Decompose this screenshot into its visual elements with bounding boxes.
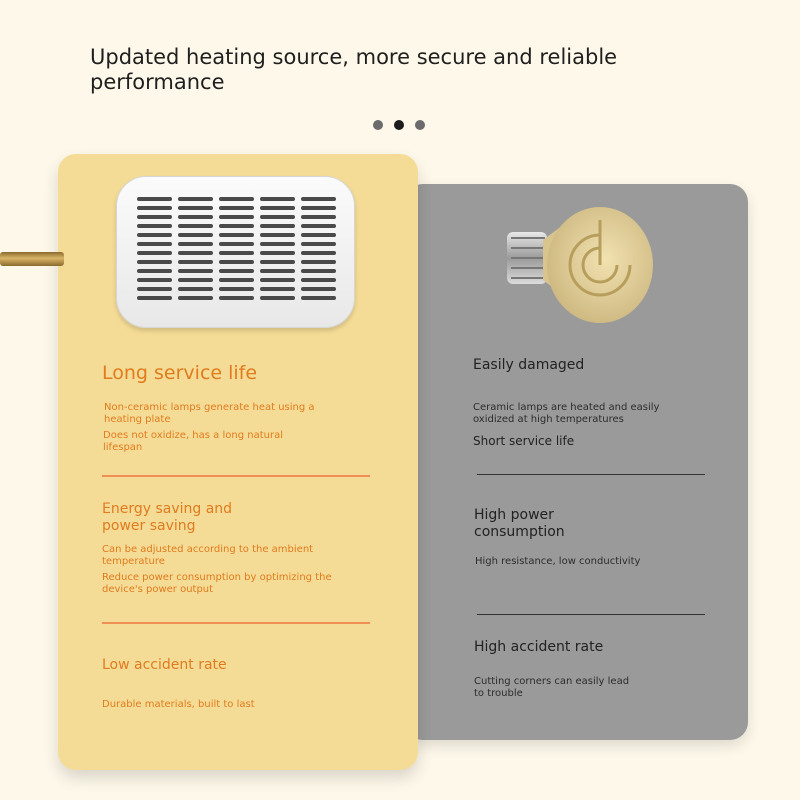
carousel-dots [373,120,425,130]
left-title-3: Low accident rate [102,657,227,673]
carousel-dot[interactable] [373,120,383,130]
right-title-3: High accident rate [474,639,604,655]
left-title-1: Long service life [102,362,258,384]
right-desc-1b: Short service life [473,434,575,448]
right-desc-1a: Ceramic lamps are heated and easily oxidized at high temperatures [473,402,660,425]
divider [477,474,705,475]
carousel-dot-active[interactable] [394,120,404,130]
left-desc-1a: Non-ceramic lamps generate heat using a heating plate [104,402,315,425]
right-desc-2: High resistance, low conductivity [475,556,641,567]
heating-plate-lamp-image [116,176,355,328]
right-desc-3: Cutting corners can easily lead to trouble [474,676,630,699]
left-desc-3: Durable materials, built to last [102,699,255,710]
carousel-dot[interactable] [415,120,425,130]
left-desc-1b: Does not oxidize, has a long natural lifespan [103,430,283,453]
divider [477,614,705,615]
ceramic-bulb-image [505,200,655,335]
lamp-arm [0,252,64,266]
divider [102,475,370,477]
left-title-2: Energy saving and power saving [102,501,233,534]
right-title-2: High power consumption [474,507,565,540]
right-title-1: Easily damaged [473,357,585,373]
left-desc-2a: Can be adjusted according to the ambient temperature [102,544,314,567]
divider [102,622,370,624]
heater-grille [137,197,336,305]
headline: Updated heating source, more secure and reliable performance [90,45,618,94]
left-desc-2b: Reduce power consumption by optimizing the device's power output [102,572,332,595]
